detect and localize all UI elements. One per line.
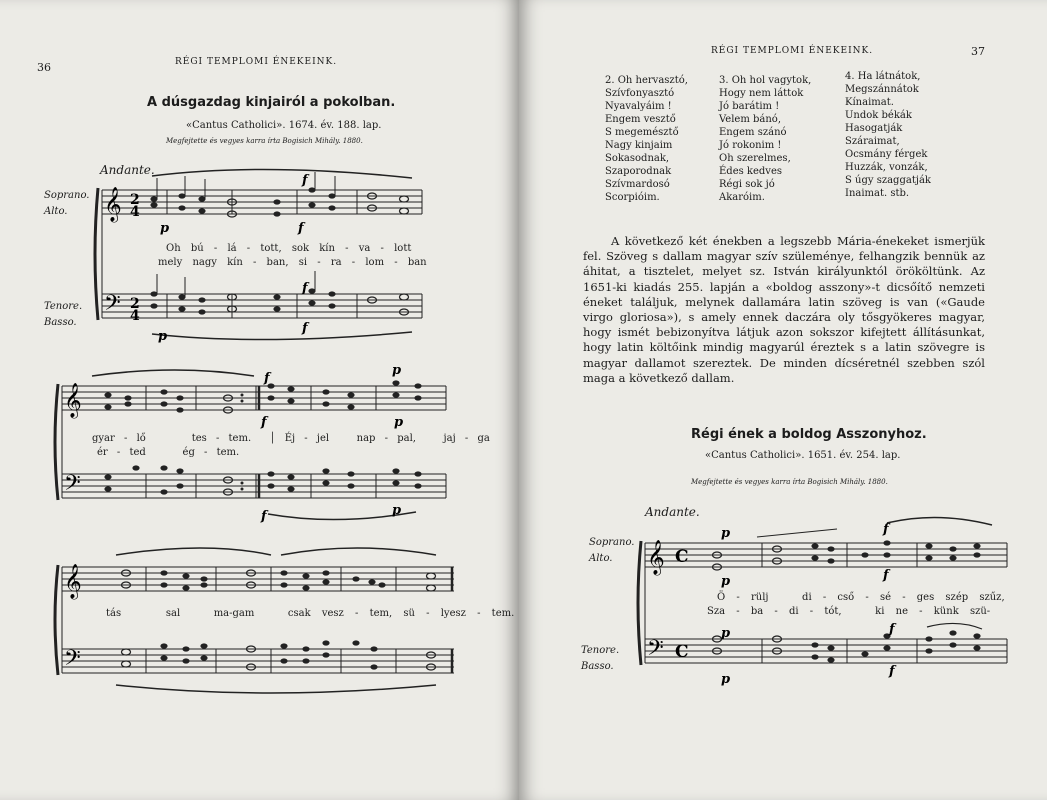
svg-text:f: f — [302, 321, 308, 336]
svg-text:f: f — [889, 664, 895, 679]
svg-text:f: f — [302, 173, 308, 188]
svg-text:f: f — [261, 509, 267, 524]
lyric-line: mely nagy kín - ban, si - ra - lom - ban — [158, 257, 427, 268]
svg-text:p: p — [392, 363, 402, 378]
voice-label-tenore: Tenore. — [44, 301, 83, 312]
svg-text:𝄢: 𝄢 — [64, 646, 81, 676]
page-number: 36 — [37, 61, 51, 74]
svg-text:f: f — [298, 221, 304, 236]
svg-text:p: p — [160, 221, 170, 236]
voice-labels-upper — [589, 535, 634, 567]
voice-label-soprano: Soprano. — [589, 537, 635, 548]
lyric-line: Sza - ba - di - tót, ki ne - künk szü- — [707, 606, 991, 617]
music-system-3 — [56, 545, 456, 705]
tempo-marking: Andante. — [645, 505, 700, 519]
svg-text:p: p — [721, 672, 731, 687]
svg-text:p: p — [721, 574, 731, 589]
voice-label-soprano: Soprano. — [44, 190, 90, 201]
voice-labels-upper — [44, 188, 89, 220]
svg-text:2: 2 — [130, 296, 140, 312]
lyric-line: gyar - lő tes - tem. │ Éj - jel nap - pal, jaj - ga — [92, 433, 490, 444]
arranger-note: Megfejtette és vegyes karra írta Bogisich Mihály. 1880. — [166, 137, 363, 145]
voice-labels-lower — [44, 299, 82, 331]
svg-text:p: p — [721, 626, 731, 641]
svg-text:𝄞: 𝄞 — [647, 540, 665, 575]
page-number: 37 — [971, 45, 985, 58]
svg-text:f: f — [883, 568, 889, 583]
right-page — [519, 0, 1047, 800]
song-title: Régi ének a boldog Asszonyhoz. — [691, 427, 927, 442]
left-page — [0, 0, 519, 800]
poem-stanza-3: 3. Oh hol vagytok, Hogy nem láttok Jó barátim ! Velem bánó, Engem szánó Jó rokonim ! Oh szerelmes, Édes kedves Régi sok jó Akaróim. — [719, 75, 812, 203]
source-citation: «Cantus Catholici». 1651. év. 254. lap. — [705, 450, 901, 461]
lyric-line: ér - ted ég - tem. — [97, 447, 240, 458]
svg-text:f: f — [264, 371, 270, 386]
voice-label-alto: Alto. — [44, 206, 68, 217]
voice-labels-lower — [581, 643, 619, 675]
svg-text:p: p — [392, 503, 402, 518]
tempo-marking: Andante. — [100, 163, 155, 177]
voice-label-basso: Basso. — [581, 661, 614, 672]
svg-text:p: p — [721, 526, 731, 541]
music-system-4 — [637, 515, 1017, 695]
arranger-note: Megfejtette és vegyes karra írta Bogisich Mihály. 1880. — [691, 478, 888, 486]
svg-text:𝄞: 𝄞 — [64, 564, 82, 599]
svg-text:4: 4 — [130, 204, 140, 220]
svg-text:f: f — [261, 415, 267, 430]
poem-stanza-4: 4. Ha látnátok, Megszánnátok Kínaimat. Undok békák Hasogatják Száraimat, Ocsmány férgek Huzzák, vonzák, S úgy szaggatják Inaimat. stb. — [845, 71, 931, 199]
voice-label-tenore: Tenore. — [581, 645, 620, 656]
voice-label-alto: Alto. — [589, 553, 613, 564]
svg-text:𝄞: 𝄞 — [104, 187, 122, 222]
source-citation: «Cantus Catholici». 1674. év. 188. lap. — [186, 120, 382, 131]
song-title: A dúsgazdag kinjairól a pokolban. — [147, 95, 396, 110]
music-system-1 — [92, 170, 432, 344]
lyric-line: Ö - rülj di - cső - sé - ges szép szűz, — [717, 592, 1005, 603]
svg-text:2: 2 — [130, 192, 140, 208]
svg-text:p: p — [394, 415, 404, 430]
svg-text:f: f — [883, 522, 889, 537]
running-head: RÉGI TEMPLOMI ÉNEKEINK. — [175, 57, 338, 67]
svg-text:C: C — [675, 547, 689, 567]
svg-text:𝄢: 𝄢 — [104, 291, 121, 321]
body-paragraph: A következő két énekben a legszebb Mária-énekeket ismerjük fel. Szöveg s dallam magyar szív szüleménye, felhangzik bennük az áhitat, a tisztelet, melyet sz. István királyunktól örököltünk. Az 1651-ki kiadás 255. lapján a «boldog asszony»-t dicsőítő nemzeti éneket találjuk, melynek dallamára latin szöveg is van («Gaude virgo gloriosa»), s amely ennek daczára oly tősgyökeres magyar, hogy ismét bebizonyítva látjuk azon sokszor kifejtett állításunkat, hogy latin költőink mindig magyarúl éreztek s a latin szövegre is magyar dallamot szereztek. De minden dícséretnél szebben szól maga a következő dallam. — [583, 234, 985, 385]
svg-text:𝄞: 𝄞 — [64, 383, 82, 418]
lyric-line: Oh bú - lá - tott, sok kín - va - lott — [166, 243, 412, 254]
svg-text:f: f — [302, 281, 308, 296]
svg-text:𝄢: 𝄢 — [647, 636, 664, 666]
voice-label-basso: Basso. — [44, 317, 77, 328]
svg-text:f: f — [889, 622, 895, 637]
svg-text:4: 4 — [130, 308, 140, 324]
poem-stanza-2: 2. Oh hervasztó, Szívfonyasztó Nyavalyáim ! Engem vesztő S megemésztő Nagy kinjaim Sokasodnak, Szaporodnak Szívmardosó Scorpióim. — [605, 75, 688, 203]
lyric-line: tás sal ma-gam csak vesz - tem, sü - lyesz - tem. — [106, 608, 515, 619]
svg-text:C: C — [675, 642, 689, 662]
running-head: RÉGI TEMPLOMI ÉNEKEINK. — [711, 46, 874, 56]
svg-text:p: p — [158, 329, 168, 344]
svg-text:𝄢: 𝄢 — [64, 471, 81, 501]
